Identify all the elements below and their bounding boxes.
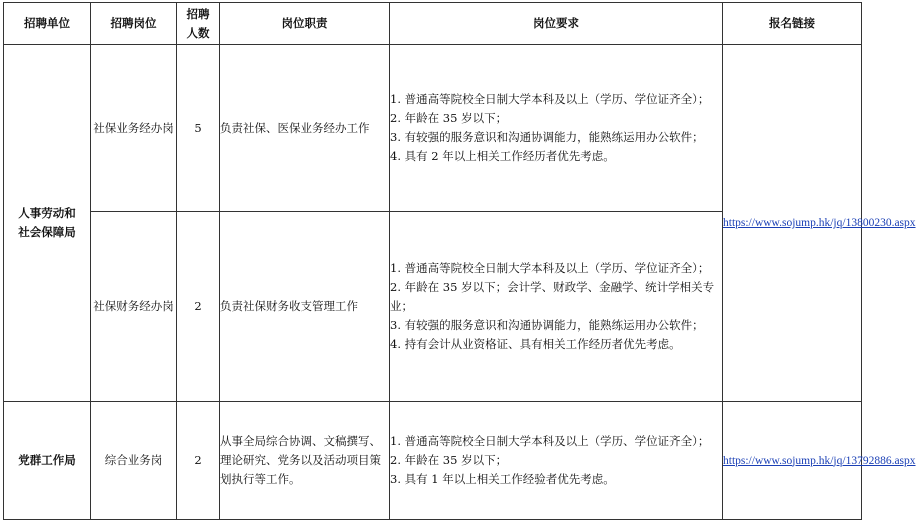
- requirement-item: 3. 具有 1 年以上相关工作经验者优先考虑。: [390, 472, 615, 486]
- link-cell: [723, 45, 916, 402]
- link-cell: [723, 402, 916, 520]
- requirement-item: 1. 普通高等院校全日制大学本科及以上（学历、学位证齐全）；: [390, 261, 710, 275]
- post-cell: 社保业务经办岗: [91, 45, 177, 212]
- unit-cell: 党群工作局: [4, 402, 91, 520]
- header-duty: 岗位职责: [220, 3, 390, 45]
- requirement-item: 1. 普通高等院校全日制大学本科及以上（学历、学位证齐全）；: [390, 92, 710, 106]
- duty-cell: 负责社保财务收支管理工作: [220, 212, 390, 402]
- signup-link[interactable]: https://www.sojump.hk/jq/13792886.aspx: [723, 454, 916, 467]
- header-count: [177, 3, 220, 45]
- table-row: [4, 402, 862, 520]
- requirement-item: 2. 年龄在 35 岁以下；: [390, 453, 508, 467]
- requirement-item: 2. 年龄在 35 岁以下；: [390, 111, 508, 125]
- duty-cell: 负责社保、医保业务经办工作: [220, 45, 390, 212]
- unit-name-line2: 社会保障局: [18, 225, 76, 239]
- count-cell: 5: [177, 45, 220, 212]
- unit-name-line1: 人事劳动和: [18, 206, 76, 220]
- header-row: [4, 3, 862, 45]
- requirement-item: 1. 普通高等院校全日制大学本科及以上（学历、学位证齐全）；: [390, 434, 710, 448]
- requirement-item: 2. 年龄在 35 岁以下；会计学、财政学、金融学、统计学相关专业；: [390, 280, 715, 313]
- requirement-item: 4. 具有 2 年以上相关工作经历者优先考虑。: [390, 149, 615, 163]
- requirement-cell: [390, 212, 723, 402]
- requirement-item: 3. 有较强的服务意识和沟通协调能力，能熟练运用办公软件；: [390, 130, 704, 144]
- table-row: [4, 45, 862, 212]
- requirement-item: 4. 持有会计从业资格证、具有相关工作经历者优先考虑。: [390, 337, 681, 351]
- header-count-line1: 招聘: [186, 6, 210, 21]
- header-link: 报名链接: [723, 3, 862, 45]
- requirement-item: 3. 有较强的服务意识和沟通协调能力，能熟练运用办公软件；: [390, 318, 704, 332]
- unit-cell: [4, 45, 91, 402]
- requirement-cell: [390, 45, 723, 212]
- post-cell: 综合业务岗: [91, 402, 177, 520]
- duty-cell: 从事全局综合协调、文稿撰写、理论研究、党务以及活动项目策划执行等工作。: [220, 402, 390, 520]
- header-post: 招聘岗位: [91, 3, 177, 45]
- header-requirement: 岗位要求: [390, 3, 723, 45]
- header-count-line2: 人数: [186, 25, 210, 40]
- signup-link[interactable]: https://www.sojump.hk/jq/13800230.aspx: [723, 217, 916, 229]
- count-cell: 2: [177, 402, 220, 520]
- post-cell: 社保财务经办岗: [91, 212, 177, 402]
- requirement-cell: [390, 402, 723, 520]
- recruitment-table: [3, 2, 916, 520]
- header-unit: 招聘单位: [4, 3, 91, 45]
- count-cell: 2: [177, 212, 220, 402]
